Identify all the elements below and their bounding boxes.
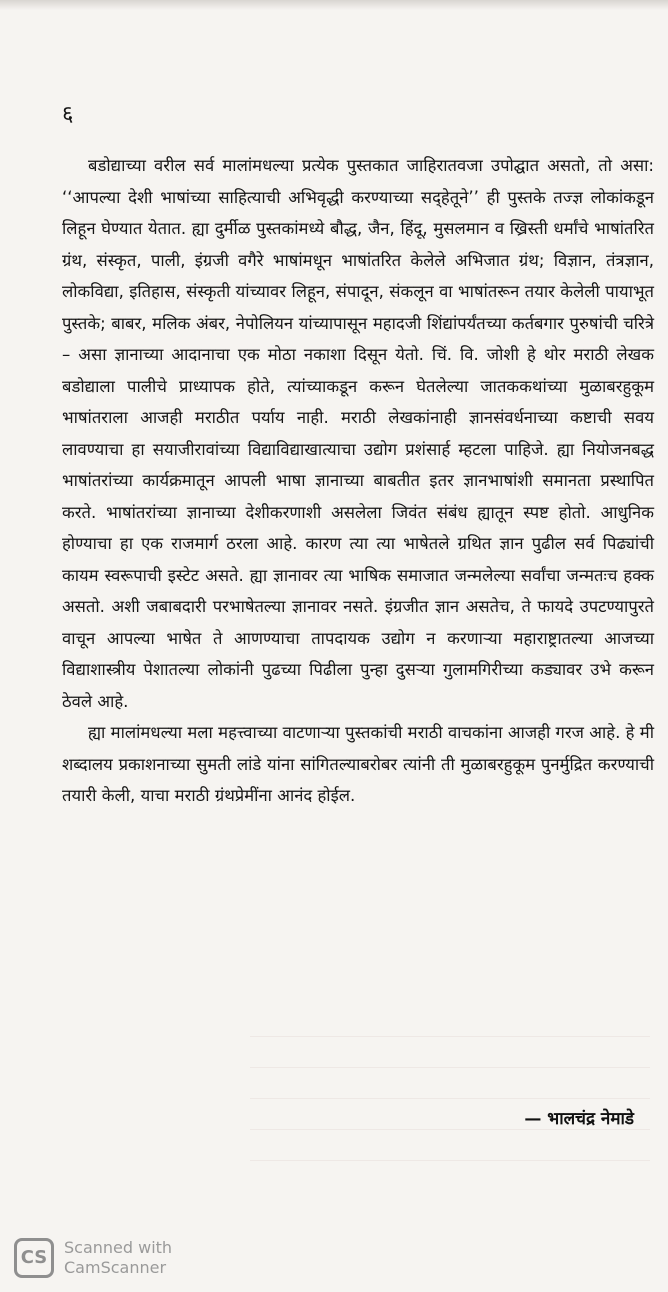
paragraph-2: ह्या मालांमधल्या मला महत्त्वाच्या वाटणाऱ्या पुस्तकांची मराठी वाचकांना आजही गरज आहे. हे मी शब्दालय प्रकाशनाच्या सुमती लांडे यांना सांगितल्याबरोबर त्यांनी ती मुळाबरहुकूम पुनर्मुद्रित करण्याची तयारी केली, याचा मराठी ग्रंथप्रेमींना आनंद होईल. [62,723,654,805]
camscanner-logo-icon: CS [14,1238,54,1278]
watermark-text [64,1238,172,1278]
page-top-shadow [0,0,668,10]
author-signature: — भालचंद्र नेमाडे [524,1109,634,1129]
camscanner-watermark [14,1236,214,1282]
body-text [62,150,654,812]
watermark-line-1: Scanned with [64,1238,173,1257]
page-number: ६ [62,102,74,127]
paragraph-1: बडोद्याच्या वरील सर्व मालांमधल्या प्रत्येक पुस्तकात जाहिरातवजा उपोद्घात असतो, तो असा: ‘‘आपल्या देशी भाषांच्या साहित्याची अभिवृद्धी करण्याच्या सद्हेतूने’’ ही पुस्तके तज्ज्ञ लोकांकडून लिहून घेण्यात येतात. ह्या दुर्मीळ पुस्तकांमध्ये बौद्ध, जैन, हिंदू, मुसलमान व ख्रिस्ती धर्मांचे भाषांतरित ग्रंथ, संस्कृत, पाली, इंग्रजी वगैरे भाषांमधून भाषांतरित केलेले अभिजात ग्रंथ; विज्ञान, तंत्रज्ञान, लोकविद्या, इतिहास, संस्कृती यांच्यावर लिहून, संपादून, संकलून वा भाषांतरून तयार केलेली पायाभूत पुस्तके; बाबर, मलिक अंबर, नेपोलियन यांच्यापासून महादजी शिंद्यांपर्यंतच्या कर्तबगार पुरुषांची चरित्रे – असा ज्ञानाच्या आदानाचा एक मोठा नकाशा दिसून येतो. चिं. वि. जोशी हे थोर मराठी लेखक बडोद्याला पालीचे प्राध्यापक होते, त्यांच्याकडून करून घेतलेल्या जातककथांच्या मुळाबरहुकूम भाषांतराला आजही मराठीत पर्याय नाही. मराठी लेखकांनाही ज्ञानसंवर्धनाच्या कष्टाची सवय लावण्याचा हा सयाजीरावांच्या विद्याविद्याखात्याचा उद्योग प्रशंसार्ह म्हटला पाहिजे. ह्या नियोजनबद्ध भाषांतरांच्या कार्यक्रमातून आपली भाषा ज्ञानाच्या बाबतीत इतर ज्ञानभाषांशी समानता प्रस्थापित करते. भाषांतरांच्या ज्ञानाच्या देशीकरणाशी असलेला जिवंत संबंध ह्यातून स्पष्ट होतो. आधुनिक होण्याचा हा एक राजमार्ग ठरला आहे. कारण त्या त्या भाषेतले ग्रथित ज्ञान पुढील सर्व पिढ्यांची कायम स्वरूपाची इस्टेट असते. ह्या ज्ञानावर त्या भाषिक समाजात जन्मलेल्या सर्वांचा जन्मतःच हक्क असतो. अशी जबाबदारी परभाषेतल्या ज्ञानावर नसते. इंग्रजीत ज्ञान असतेच, ते फायदे उपटण्यापुरते वाचून आपल्या भाषेत ते आणण्याचा तापदायक उद्योग न करणाऱ्या महाराष्ट्रातल्या आजच्या विद्याशास्त्रीय पेशातल्या लोकांनी पुढच्या पिढीला पुन्हा दुसऱ्या गुलामगिरीच्या कड्यावर उभे करून ठेवले आहे. [62,156,655,711]
watermark-line-2: CamScanner [64,1258,167,1277]
